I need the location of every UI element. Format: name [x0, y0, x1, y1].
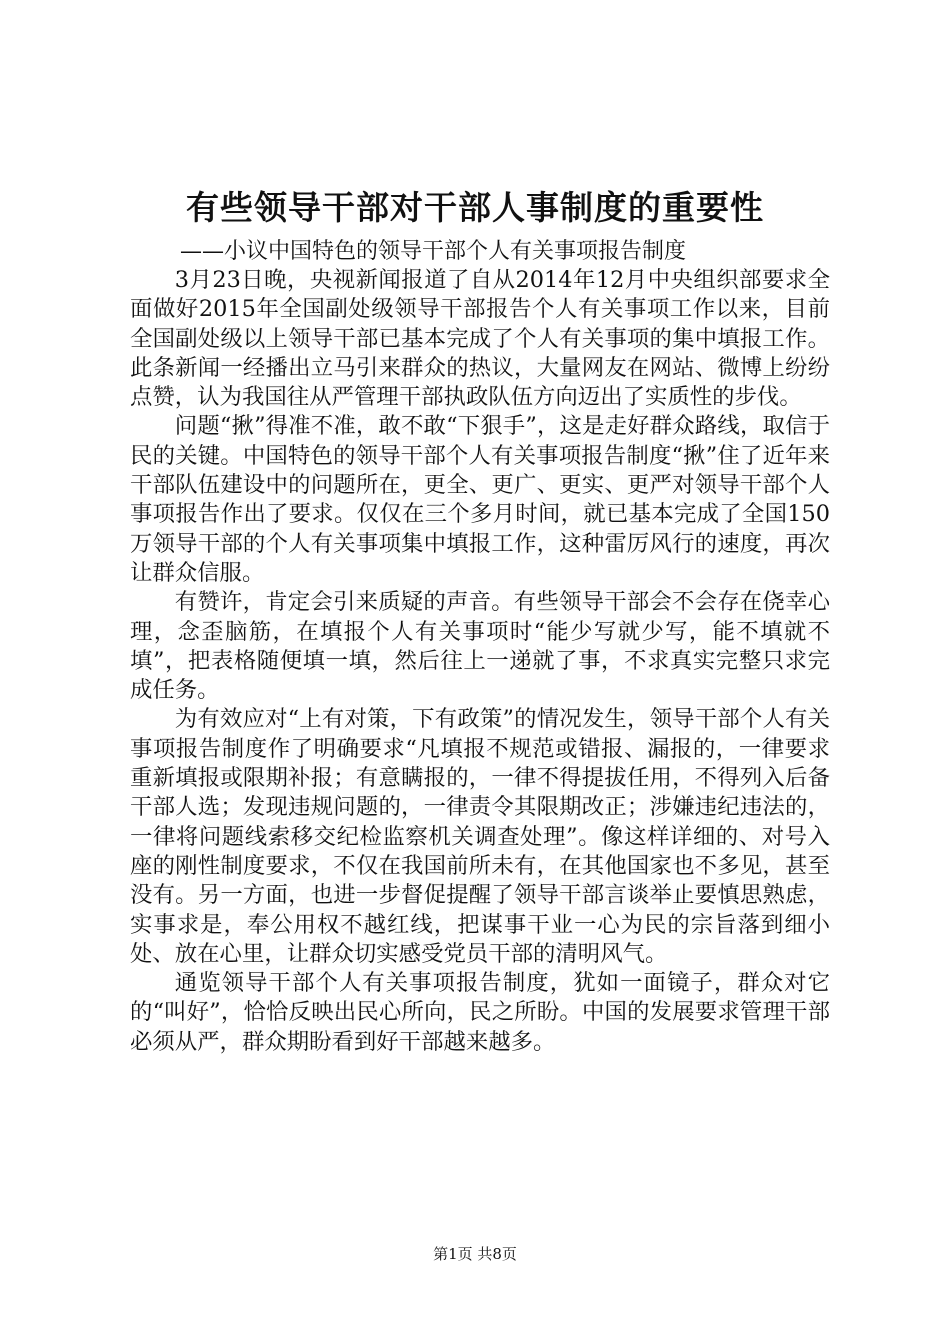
paragraph-1: 3月23日晚，央视新闻报道了自从2014年12月中央组织部要求全面做好2015年全国副处级领导干部报告个人有关事项工作以来，目前全国副处级以上领导干部已基本完成了个人有关事项的集中填报工作。此条新闻一经播出立马引来群众的热议，大量网友在网站、微博上纷纷点赞，认为我国往从严管理干部执政队伍方向迈出了实质性的步伐。	[130, 267, 830, 411]
paragraph-3: 有赞许，肯定会引来质疑的声音。有些领导干部会不会存在侥幸心理，念歪脑筋，在填报个人有关事项时“能少写就少写，能不填就不填”，把表格随便填一填，然后往上一递就了事，不求真实完整只求完成任务。	[130, 589, 830, 704]
document-title: 有些领导干部对干部人事制度的重要性	[186, 188, 764, 227]
page-footer: 第1页 共8页	[433, 1245, 517, 1263]
document-subtitle: ——小议中国特色的领导干部个人有关事项报告制度	[180, 239, 687, 264]
paragraph-5: 通览领导干部个人有关事项报告制度，犹如一面镜子，群众对它的“叫好”，恰恰反映出民心所向，民之所盼。中国的发展要求管理干部必须从严，群众期盼看到好干部越来越多。	[130, 970, 830, 1055]
document-body	[130, 266, 830, 1057]
paragraph-4: 为有效应对“上有对策，下有政策”的情况发生，领导干部个人有关事项报告制度作了明确要求“凡填报不规范或错报、漏报的，一律要求重新填报或限期补报；有意瞒报的，一律不得提拔任用，不得列入后备干部人选；发现违规问题的，一律责令其限期改正；涉嫌违纪违法的，一律将问题线索移交纪检监察机关调查处理”。像这样详细的、对号入座的刚性制度要求，不仅在我国前所未有，在其他国家也不多见，甚至没有。另一方面，也进一步督促提醒了领导干部言谈举止要慎思熟虑，实事求是，奉公用权不越红线，把谋事干业一心为民的宗旨落到细小处、放在心里，让群众切实感受党员干部的清明风气。	[130, 706, 830, 967]
paragraph-2: 问题“揪”得准不准，敢不敢“下狠手”，这是走好群众路线，取信于民的关键。中国特色的领导干部个人有关事项报告制度“揪”住了近年来干部队伍建设中的问题所在，更全、更广、更实、更严对领导干部个人事项报告作出了要求。仅仅在三个多月时间，就已基本完成了全国150万领导干部的个人有关事项集中填报工作，这种雷厉风行的速度，再次让群众信服。	[130, 413, 830, 586]
